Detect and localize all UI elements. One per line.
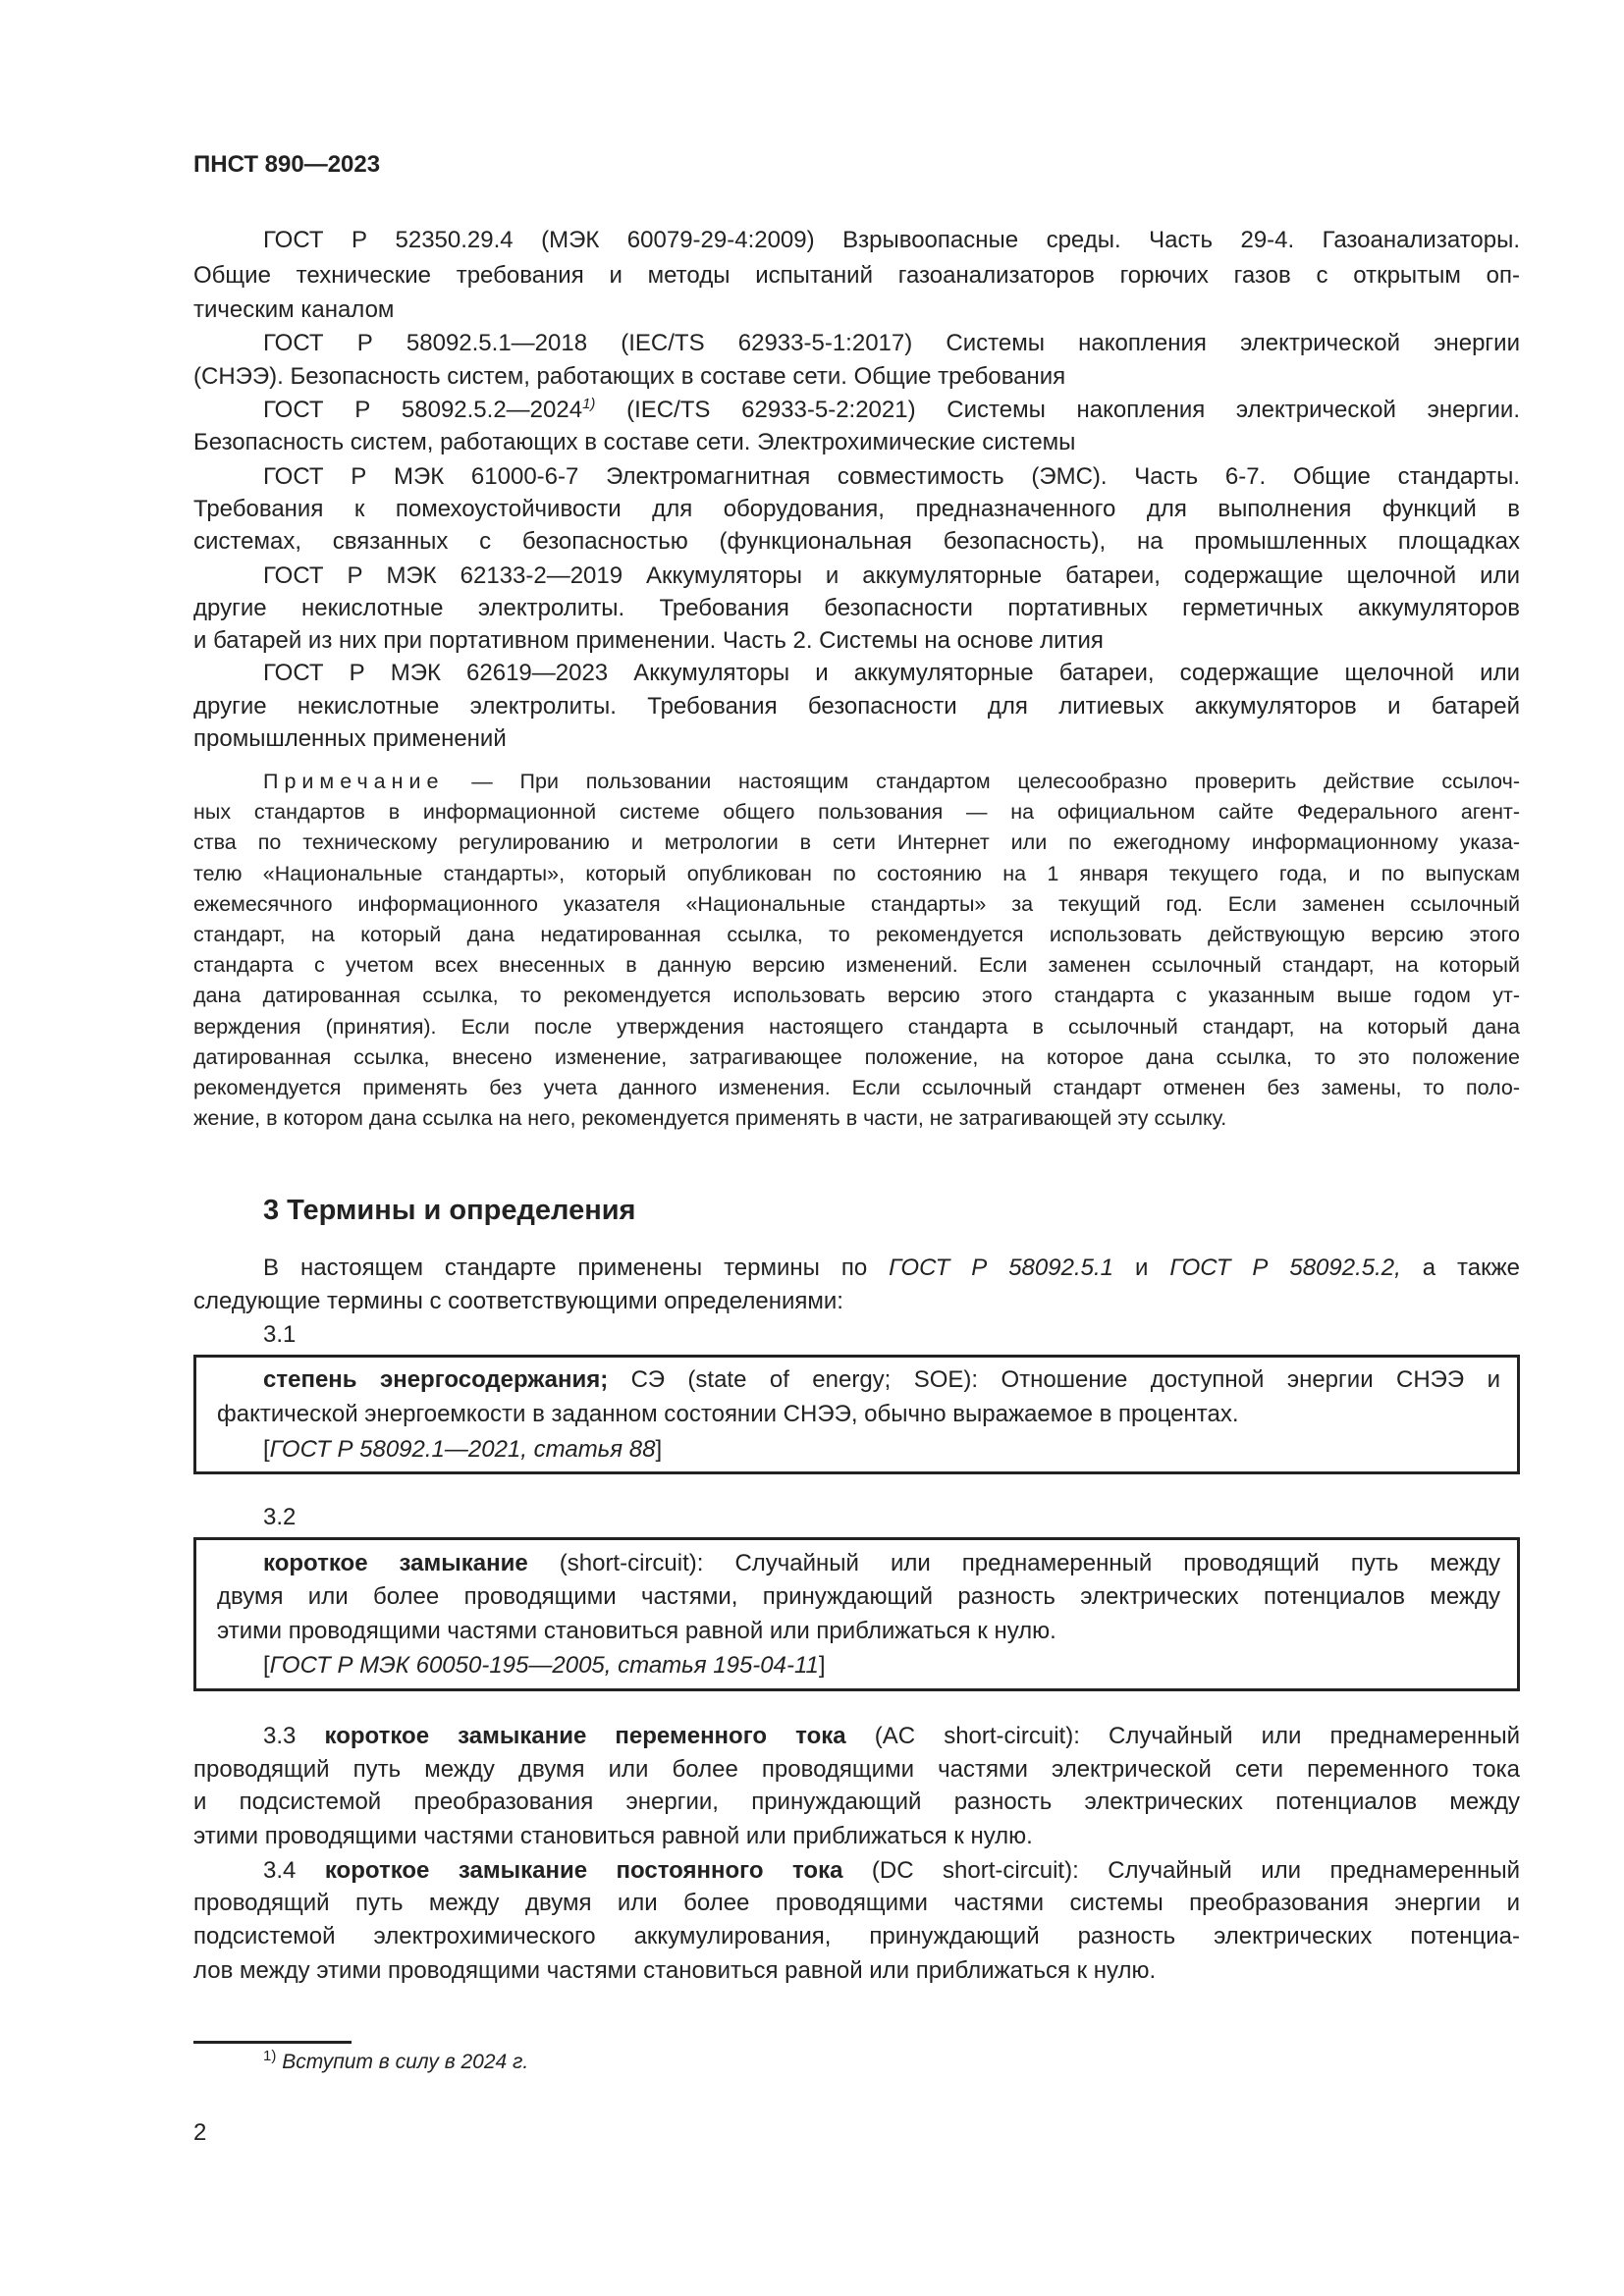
term-number: 3.3	[263, 1723, 297, 1749]
text-line: ГОСТ Р МЭК 61000-6-7 Электромагнитная совместимость (ЭМС). Часть 6-7. Общие стандарты.	[263, 463, 1520, 490]
term-line: этими проводящими частями становиться равной или приближаться к нулю.	[217, 1618, 1056, 1644]
footnote	[263, 2048, 528, 2077]
term-line: двумя или более проводящими частями, принуждающий разность электрических потенциалов между	[217, 1583, 1500, 1610]
page-number: 2	[193, 2119, 207, 2146]
term-line: и подсистемой преобразования энергии, принуждающий разность электрических потенциалов между	[193, 1789, 1520, 1815]
term-name: короткое замыкание переменного тока	[324, 1723, 846, 1749]
text-line: другие некислотные электролиты. Требования безопасности портативных герметичных аккумуляторов	[193, 595, 1520, 621]
ref-text: (IEC/TS 62933-5-2:2021) Системы накопления электрической энергии.	[595, 397, 1521, 423]
term-definition: (short-circuit): Случайный или преднамеренный проводящий путь между	[527, 1550, 1501, 1576]
note-text: — При пользовании настоящим стандартом целесообразно проверить действие ссылоч-	[444, 770, 1520, 793]
note-line: стандарт, на который дана недатированная ссылка, то рекомендуется использовать действующую версию этого	[193, 923, 1520, 946]
term-name: короткое замыкание постоянного тока	[324, 1857, 843, 1884]
term-source: [ГОСТ Р 58092.1—2021, статья 88]	[263, 1436, 663, 1463]
term-line: фактической энергоемкости в заданном состоянии СНЭЭ, обычно выражаемое в процентах.	[217, 1401, 1239, 1427]
note-line: стандарта с учетом всех внесенных в данную версию изменений. Если заменен ссылочный стандарт, на который	[193, 953, 1520, 977]
text-line: тическим каналом	[193, 296, 395, 323]
term-number: 3.2	[263, 1504, 297, 1530]
document-header: ПНСТ 890—2023	[193, 151, 381, 178]
note-line: ных стандартов в информационной системе общего пользования — на официальном сайте Федерального агент-	[193, 800, 1520, 824]
note-line: датированная ссылка, внесено изменение, затрагивающее положение, на которое дана ссылка, то это положение	[193, 1045, 1520, 1069]
term-name: короткое замыкание	[263, 1550, 528, 1576]
intro-text: а также	[1400, 1255, 1521, 1281]
note-line: ства по техническому регулированию и метрологии в сети Интернет или по ежегодному информационному указа-	[193, 830, 1520, 854]
text-line: ГОСТ Р МЭК 62619—2023 Аккумуляторы и аккумуляторные батареи, содержащие щелочной или	[263, 660, 1520, 686]
term-line	[193, 1720, 1520, 1753]
section-title: 3 Термины и определения	[263, 1195, 636, 1226]
term-line	[217, 1363, 1500, 1397]
note-line: телю «Национальные стандарты», который опубликован по состоянию на 1 января текущего года, и по выпускам	[193, 862, 1520, 885]
term-definition: (DC short-circuit): Случайный или преднамеренный	[842, 1857, 1520, 1884]
term-line	[193, 1854, 1520, 1888]
note-line: рекомендуется применять без учета данного изменения. Если ссылочный стандарт отменен без замены, то поло-	[193, 1076, 1520, 1099]
term-line: проводящий путь между двумя или более проводящими частями электрической сети переменного тока	[193, 1756, 1520, 1783]
term-source-text: ГОСТ Р МЭК 60050-195—2005, статья 195-04-11	[269, 1652, 819, 1679]
text-line: Общие технические требования и методы испытаний газоанализаторов горючих газов с открытым оп-	[193, 262, 1520, 289]
text-line	[193, 394, 1520, 427]
term-line: этими проводящими частями становиться равной или приближаться к нулю.	[193, 1823, 1033, 1849]
term-number: 3.4	[263, 1857, 297, 1884]
text-line: ГОСТ Р 52350.29.4 (МЭК 60079-29-4:2009) Взрывоопасные среды. Часть 29-4. Газоанализаторы.	[263, 227, 1520, 253]
footnote-ref[interactable]: 1)	[582, 396, 596, 412]
text-line: Требования к помехоустойчивости для оборудования, предназначенного для выполнения функций в	[193, 496, 1520, 522]
text-line: и батарей из них при портативном применении. Часть 2. Системы на основе лития	[193, 627, 1104, 654]
term-line: подсистемой электрохимического аккумулирования, принуждающий разность электрических потенциа-	[193, 1923, 1520, 1949]
text-line: другие некислотные электролиты. Требования безопасности для литиевых аккумуляторов и батарей	[193, 693, 1520, 720]
intro-text: В настоящем стандарте применены термины по	[263, 1255, 890, 1281]
term-name: степень энергосодержания;	[263, 1366, 609, 1393]
note-line: верждения (принятия). Если после утверждения настоящего стандарта в ссылочный стандарт, на который дана	[193, 1015, 1520, 1039]
text-line: ГОСТ Р 58092.5.1—2018 (IEC/TS 62933-5-1:2017) Системы накопления электрической энергии	[263, 330, 1520, 356]
text-line: системах, связанных с безопасностью (функциональная безопасность), на промышленных площадках	[193, 528, 1520, 555]
text-line: Безопасность систем, работающих в составе сети. Электрохимические системы	[193, 429, 1076, 455]
term-line: лов между этими проводящими частями становиться равной или приближаться к нулю.	[193, 1957, 1157, 1984]
note-line: ежемесячного информационного указателя «Национальные стандарты» за текущий год. Если заменен ссылочный	[193, 892, 1520, 916]
footnote-mark: 1)	[263, 2048, 277, 2064]
text-line: ГОСТ Р МЭК 62133-2—2019 Аккумуляторы и аккумуляторные батареи, содержащие щелочной или	[263, 562, 1520, 589]
note-line	[193, 765, 1520, 798]
intro-ref: ГОСТ Р 58092.5.2,	[1169, 1255, 1401, 1281]
text-line: промышленных применений	[193, 725, 507, 752]
term-definition: СЭ (state of energy; SOE): Отношение доступной энергии СНЭЭ и	[608, 1366, 1500, 1393]
term-number: 3.1	[263, 1321, 297, 1348]
footnote-text: Вступит в силу в 2024 г.	[282, 2051, 529, 2073]
footnote-divider	[193, 2041, 352, 2044]
text-line	[193, 1252, 1520, 1285]
text-line: следующие термины с соответствующими определениями:	[193, 1288, 843, 1314]
note-label: Примечание	[263, 770, 445, 793]
intro-text: и	[1112, 1255, 1170, 1281]
term-line: проводящий путь между двумя или более проводящими частями системы преобразования энергии и	[193, 1890, 1520, 1916]
ref-code: ГОСТ Р 58092.5.2—2024	[263, 397, 583, 423]
text-line: (СНЭЭ). Безопасность систем, работающих в составе сети. Общие требования	[193, 363, 1066, 390]
note-line: жение, в котором дана ссылка на него, рекомендуется применять в части, не затрагивающей эту ссылку.	[193, 1106, 1227, 1130]
term-definition: (AC short-circuit): Случайный или преднамеренный	[845, 1723, 1521, 1749]
term-source-text: ГОСТ Р 58092.1—2021, статья 88	[269, 1436, 656, 1463]
term-source: [ГОСТ Р МЭК 60050-195—2005, статья 195-04-11]	[263, 1652, 826, 1679]
note-line: дана датированная ссылка, то рекомендуется использовать версию этого стандарта с указанным выше годом ут-	[193, 984, 1520, 1007]
intro-ref: ГОСТ Р 58092.5.1	[889, 1255, 1113, 1281]
term-line	[217, 1547, 1500, 1580]
